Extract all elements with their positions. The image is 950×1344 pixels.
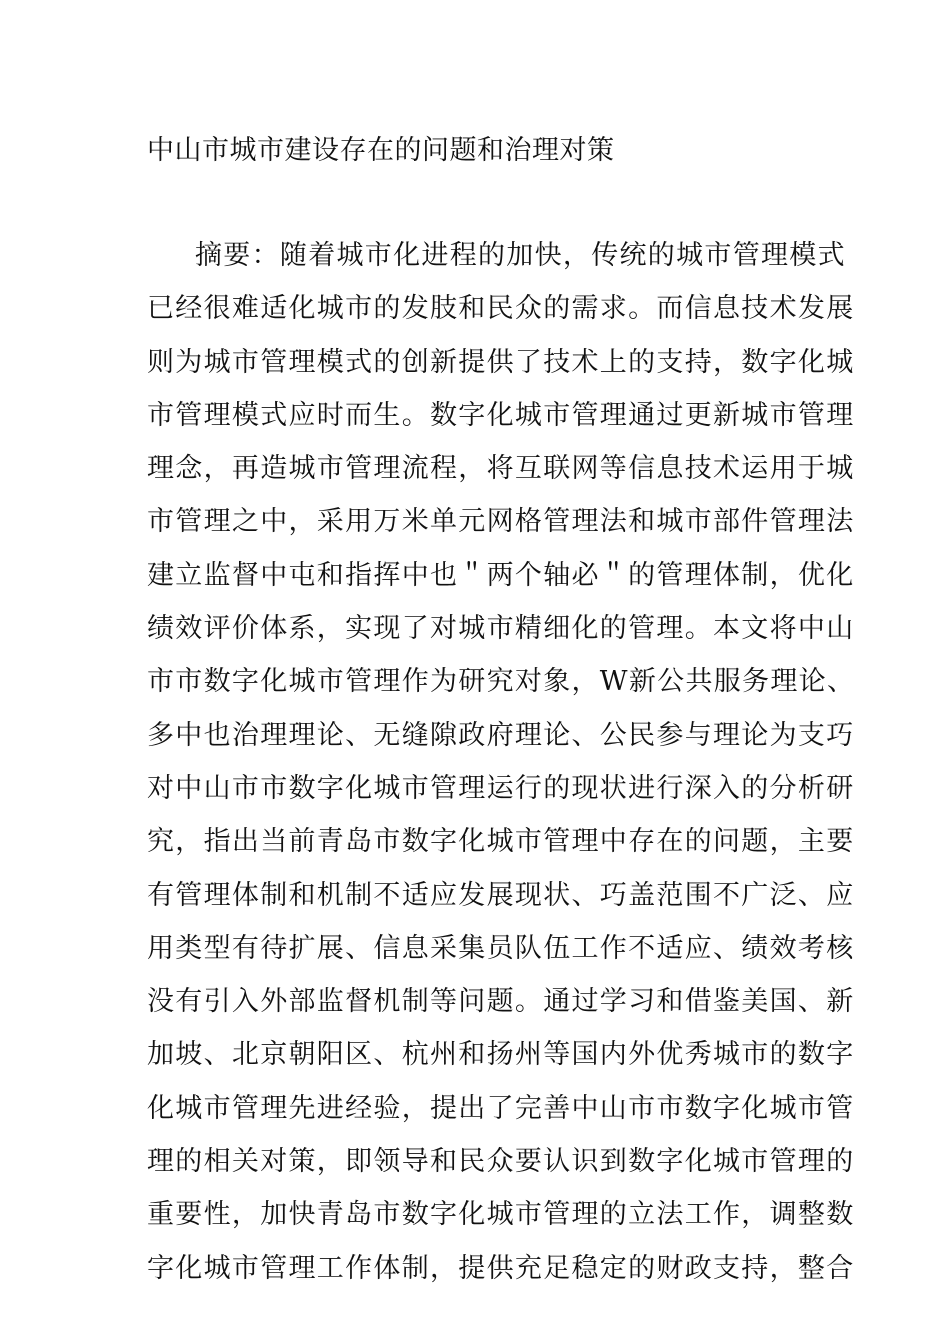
abstract-line: 化城市管理先进经验，提出了完善中山市市数字化城市管 (147, 1092, 855, 1124)
abstract-line: 建立监督中屯和指挥中也＂两个轴必＂的管理体制，优化 (147, 559, 855, 591)
document-title: 中山市城市建设存在的问题和治理对策 (147, 135, 615, 166)
abstract-line: 有管理体制和机制不适应发展现状、巧盖范围不广泛、应 (147, 879, 855, 911)
abstract-line: 市管理模式应时而生。数字化城市管理通过更新城市管理 (147, 399, 855, 431)
abstract-line: 市市数字化城市管理作为研究对象，W新公共服务理论、 (147, 666, 856, 698)
abstract-line: 没有引入外部监督机制等问题。通过学习和借鉴美国、新 (147, 986, 855, 1018)
abstract-line: 市管理之中，采用万米单元网格管理法和城市部件管理法 (147, 506, 855, 538)
abstract-line: 理念，再造城市管理流程，将互联网等信息技术运用于城 (147, 453, 855, 485)
abstract-line: 加坡、北京朝阳区、杭州和扬州等国内外优秀城市的数字 (147, 1039, 855, 1071)
abstract-line: 多中也治理理论、无缝隙政府理论、公民参与理论为支巧 (147, 719, 855, 751)
abstract-line: 用类型有待扩展、信息采集员队伍工作不适应、绩效考核 (147, 932, 855, 964)
abstract-line: 绩效评价体系，实现了对城市精细化的管理。本文将中山 (147, 613, 855, 645)
abstract-line: 则为城市管理模式的创新提供了技术上的支持，数字化城 (147, 346, 855, 378)
abstract-line: 理的相关对策，即领导和民众要认识到数字化城市管理的 (147, 1146, 855, 1178)
abstract-line: 摘要：随着城市化进程的加快，传统的城市管理模式 (195, 240, 846, 271)
abstract-line: 究，指出当前青岛市数字化城市管理中存在的问题，主要 (147, 826, 855, 858)
abstract-line: 字化城市管理工作体制，提供充足稳定的财政支持，整合 (147, 1252, 855, 1284)
abstract-line: 对中山市市数字化城市管理运行的现状进行深入的分析研 (147, 772, 855, 804)
abstract-line: 已经很难适化城市的发肢和民众的需求。而信息技术发展 (147, 293, 855, 325)
abstract-paragraph (147, 229, 856, 1295)
abstract-line: 重要性，加快青岛市数字化城市管理的立法工作，调整数 (147, 1199, 855, 1231)
